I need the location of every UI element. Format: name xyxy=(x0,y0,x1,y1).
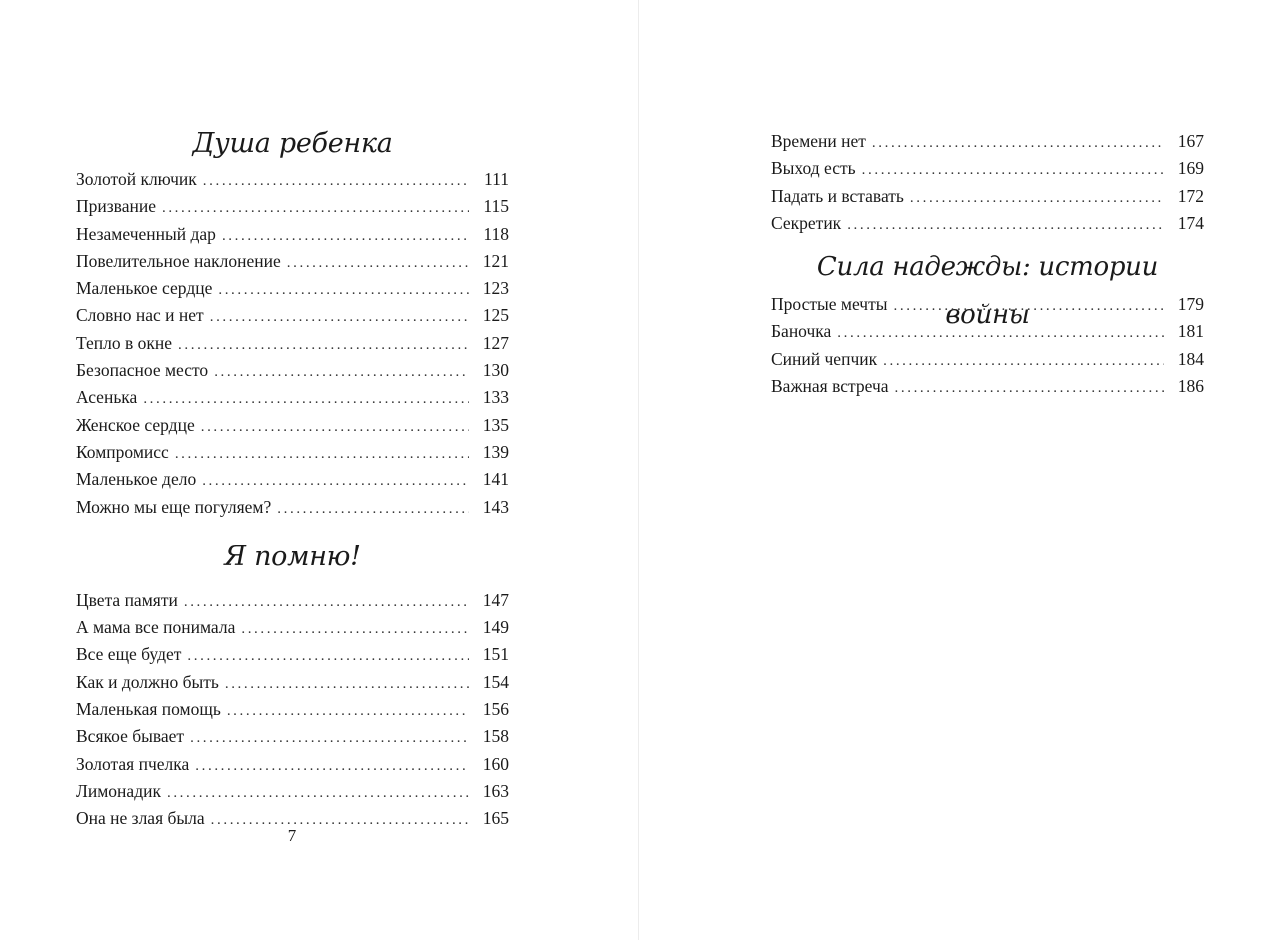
toc-entry-title: Золотая пчелка xyxy=(76,753,190,774)
toc-entry-list xyxy=(771,291,1204,400)
toc-entry-title: Женское сердце xyxy=(76,414,195,435)
toc-entry-title: Словно нас и нет xyxy=(76,305,204,326)
toc-entry-page: 127 xyxy=(482,332,509,353)
dot-leader xyxy=(167,780,469,807)
dot-leader xyxy=(287,250,469,277)
toc-entry-page: 179 xyxy=(1177,294,1204,315)
toc-entry-page: 121 xyxy=(482,250,509,271)
toc-entry-title: Можно мы еще погуляем? xyxy=(76,496,272,517)
toc-entry xyxy=(76,641,509,668)
toc-entry-page: 147 xyxy=(482,589,509,610)
toc-entry xyxy=(76,723,509,750)
toc-entry-title: Маленькое сердце xyxy=(76,278,213,299)
dot-leader xyxy=(195,753,469,780)
dot-leader xyxy=(202,468,469,495)
toc-entry-title: Важная встреча xyxy=(771,376,889,397)
dot-leader xyxy=(277,496,469,523)
toc-entry-title: Маленькое дело xyxy=(76,469,197,490)
toc-entry-title: Выход есть xyxy=(771,158,856,179)
toc-entry-page: 167 xyxy=(1177,131,1204,151)
toc-entry-page: 115 xyxy=(483,196,509,217)
toc-entry-title: Призвание xyxy=(76,196,156,217)
toc-entry xyxy=(76,494,509,521)
toc-entry-title: Все еще будет xyxy=(76,644,182,665)
toc-entry-page: 149 xyxy=(482,617,509,638)
toc-entry xyxy=(76,302,509,329)
dot-leader xyxy=(227,698,469,725)
toc-entry xyxy=(76,614,509,641)
toc-entry-page: 181 xyxy=(1177,321,1204,342)
toc-entry xyxy=(76,357,509,384)
toc-entry xyxy=(771,210,1204,237)
toc-entry-title: Всякое бывает xyxy=(76,726,185,747)
dot-leader xyxy=(184,589,469,616)
toc-entry-page: 172 xyxy=(1177,185,1204,206)
toc-entry-page: 158 xyxy=(482,726,509,747)
toc-entry xyxy=(771,373,1204,400)
toc-entry-title: Она не злая была xyxy=(76,808,205,829)
toc-entry-title: Безопасное место xyxy=(76,360,209,381)
toc-entry-title: Незамеченный дар xyxy=(76,223,216,244)
section-heading: Сила надежды: истории войны xyxy=(816,252,1159,331)
toc-entry-page: 169 xyxy=(1177,158,1204,179)
toc-entry-list xyxy=(771,128,1204,237)
toc-entry xyxy=(76,696,509,723)
dot-leader xyxy=(872,130,1164,157)
dot-leader xyxy=(201,414,469,441)
toc-entry-page: 111 xyxy=(484,169,509,189)
toc-entry xyxy=(771,155,1204,182)
dot-leader xyxy=(837,320,1164,347)
dot-leader xyxy=(190,725,469,752)
toc-entry-title: Золотой ключик xyxy=(76,169,197,189)
toc-entry-page: 135 xyxy=(482,414,509,435)
toc-entry-title: Как и должно быть xyxy=(76,671,219,692)
toc-entry xyxy=(76,330,509,357)
section-heading: Душа ребенка xyxy=(192,128,393,159)
toc-entry-page: 160 xyxy=(482,753,509,774)
toc-entry-title: Баночка xyxy=(771,321,832,342)
toc-entry xyxy=(76,193,509,220)
toc-entry xyxy=(76,466,509,493)
right-page xyxy=(639,0,1276,940)
toc-entry-page: 141 xyxy=(482,469,509,490)
section-heading: Я помню! xyxy=(224,540,361,572)
toc-entry-page: 165 xyxy=(482,808,509,829)
right-table-of-contents xyxy=(771,128,1204,400)
dot-leader xyxy=(225,671,469,698)
toc-entry-page: 118 xyxy=(483,223,509,244)
toc-entry-page: 154 xyxy=(482,671,509,692)
toc-entry-page: 125 xyxy=(482,305,509,326)
toc-entry xyxy=(76,412,509,439)
toc-entry xyxy=(76,778,509,805)
toc-entry xyxy=(771,183,1204,210)
toc-entry xyxy=(76,275,509,302)
toc-entry-list xyxy=(76,166,509,521)
dot-leader xyxy=(847,212,1164,239)
toc-entry xyxy=(76,248,509,275)
dot-leader xyxy=(883,348,1164,375)
toc-entry-title: Простые мечты xyxy=(771,294,888,315)
toc-entry-page: 156 xyxy=(482,699,509,720)
toc-entry-page: 130 xyxy=(482,360,509,381)
left-table-of-contents xyxy=(76,124,509,833)
toc-entry-title: Лимонадик xyxy=(76,780,161,801)
toc-entry-page: 174 xyxy=(1177,212,1204,233)
toc-entry xyxy=(76,439,509,466)
toc-entry-title: Тепло в окне xyxy=(76,332,173,353)
page-number: 7 xyxy=(287,826,297,845)
toc-entry xyxy=(76,384,509,411)
toc-entry-page: 151 xyxy=(482,644,509,665)
dot-leader xyxy=(894,293,1164,320)
toc-entry-title: Повелительное наклонение xyxy=(76,250,281,271)
toc-entry-page: 133 xyxy=(482,387,509,408)
dot-leader xyxy=(187,643,469,670)
dot-leader xyxy=(162,195,469,222)
dot-leader xyxy=(895,375,1164,402)
toc-entry-title: Цвета памяти xyxy=(76,589,178,610)
dot-leader xyxy=(143,386,469,413)
toc-entry-page: 143 xyxy=(482,496,509,517)
dot-leader xyxy=(241,616,469,643)
toc-entry-page: 139 xyxy=(482,441,509,462)
toc-entry-title: Маленькая помощь xyxy=(76,699,221,720)
toc-entry-page: 184 xyxy=(1177,348,1204,369)
toc-entry-page: 123 xyxy=(482,278,509,299)
dot-leader xyxy=(175,441,469,468)
dot-leader xyxy=(910,185,1164,212)
toc-entry-title: Асенька xyxy=(76,387,138,408)
toc-entry xyxy=(771,291,1204,318)
dot-leader xyxy=(211,807,469,834)
dot-leader xyxy=(218,277,469,304)
toc-entry xyxy=(76,751,509,778)
dot-leader xyxy=(210,304,469,331)
toc-entry xyxy=(76,166,509,193)
toc-entry xyxy=(76,221,509,248)
toc-entry-title: Падать и вставать xyxy=(771,185,904,206)
toc-entry-page: 163 xyxy=(482,780,509,801)
dot-leader xyxy=(222,223,469,250)
toc-entry-title: А мама все понимала xyxy=(76,617,236,638)
toc-entry xyxy=(771,346,1204,373)
dot-leader xyxy=(862,157,1164,184)
toc-entry-title: Секретик xyxy=(771,212,842,233)
toc-entry-title: Синий чепчик xyxy=(771,348,878,369)
toc-entry xyxy=(771,128,1204,155)
toc-entry-title: Компромисс xyxy=(76,441,169,462)
toc-entry-title: Времени нет xyxy=(771,131,866,151)
toc-entry xyxy=(76,587,509,614)
toc-entry xyxy=(76,669,509,696)
toc-entry-list xyxy=(76,587,509,833)
toc-entry-page: 186 xyxy=(1177,376,1204,397)
dot-leader xyxy=(178,332,469,359)
dot-leader xyxy=(203,168,469,195)
toc-entry xyxy=(771,318,1204,345)
dot-leader xyxy=(214,359,469,386)
